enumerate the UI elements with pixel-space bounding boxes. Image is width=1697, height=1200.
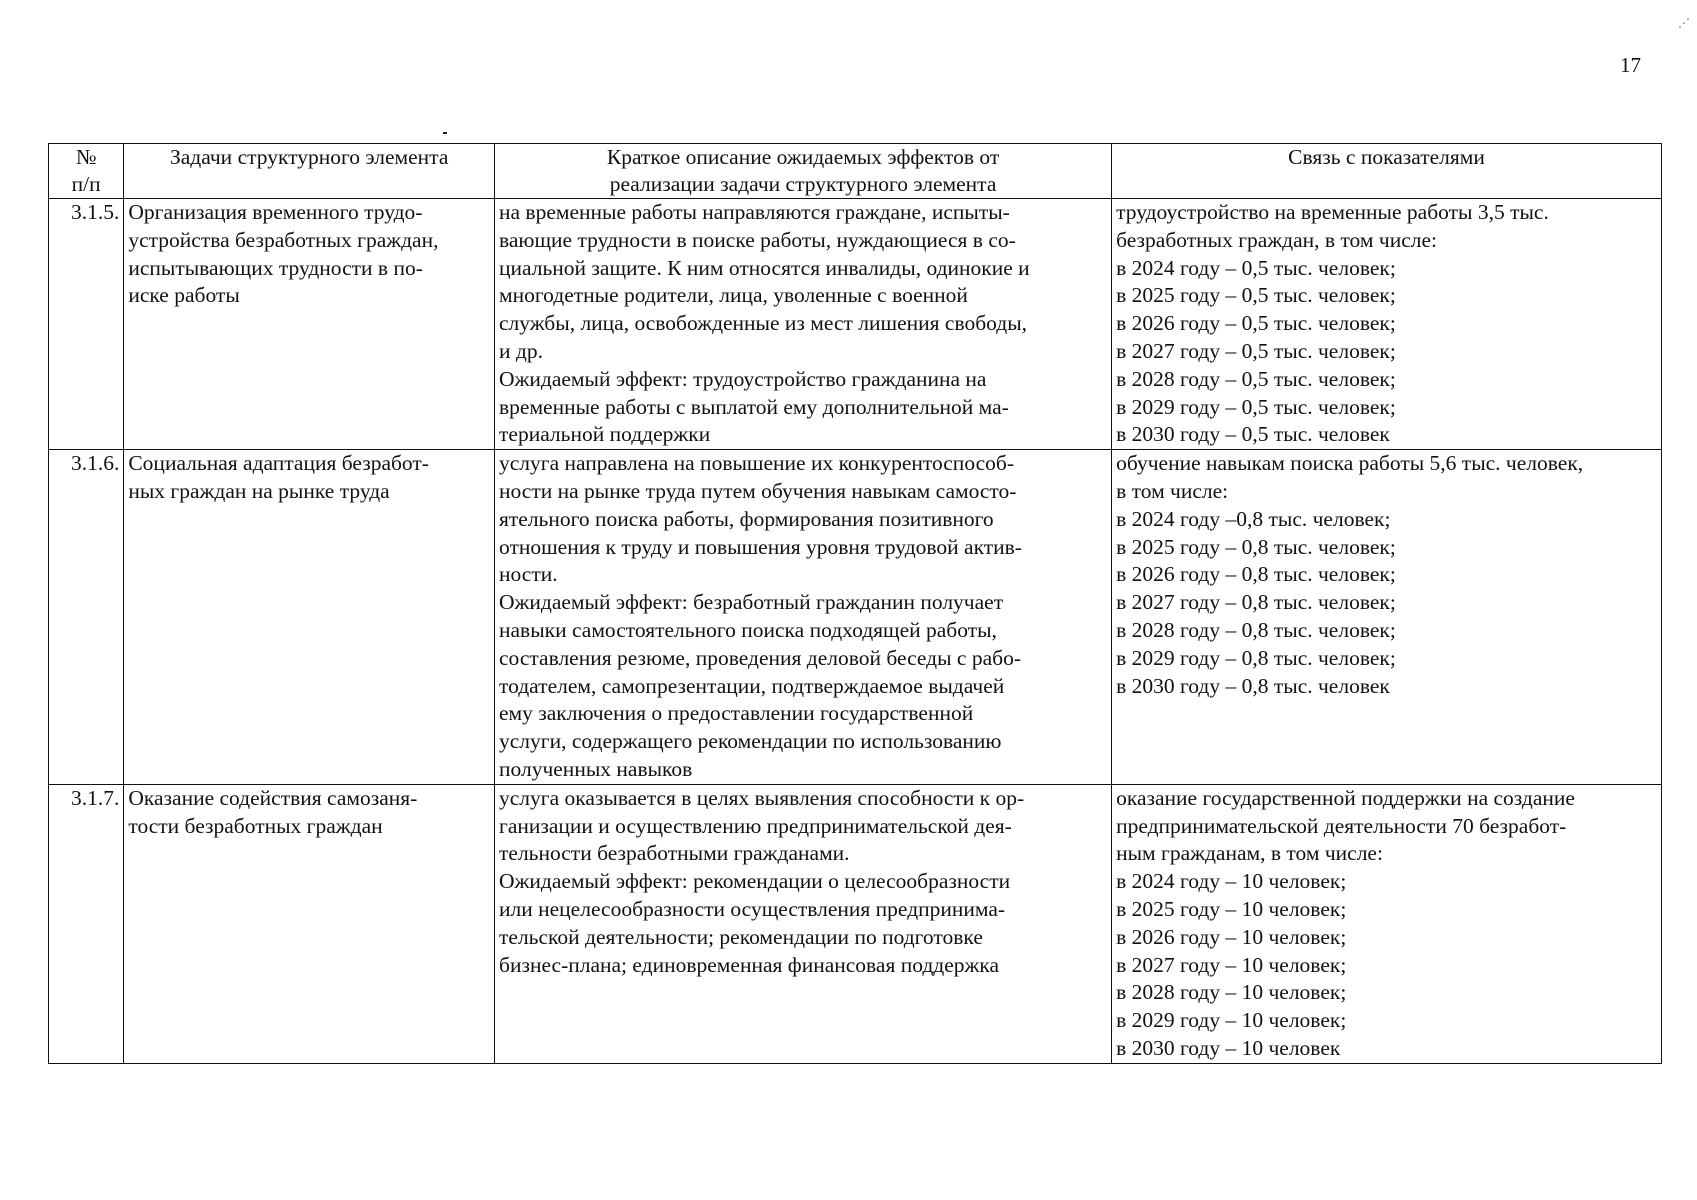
row-description-line: ганизации и осуществлению предпринимательской дея- [499, 813, 1012, 838]
row-description-line: Ожидаемый эффект: рекомендации о целесообразности [499, 869, 1011, 894]
row-indicators-line: в 2030 году – 10 человек [1116, 1035, 1341, 1060]
header-task-text: Задачи структурного элемента [169, 145, 449, 169]
row-number: 3.1.5. [49, 199, 124, 450]
row-indicators-line: в 2024 году – 0,5 тыс. человек; [1116, 255, 1396, 280]
row-indicators-line: в 2030 году – 0,5 тыс. человек [1116, 422, 1390, 447]
header-number-line: п/п [71, 172, 101, 196]
row-description-line: на временные работы направляются граждане, испыты- [499, 200, 1010, 224]
row-task-line: ных граждан на рынке труда [128, 478, 390, 503]
header-indicators-text: Связь с показателями [1288, 145, 1485, 169]
row-task-line: испытывающих трудности в по- [128, 255, 423, 280]
row-description-line: ему заключения о предоставлении государственной [499, 701, 974, 726]
row-indicators-line: в 2029 году – 0,8 тыс. человек; [1116, 645, 1396, 670]
row-task-line: Организация временного трудо- [128, 200, 423, 224]
row-indicators-line: в 2026 году – 10 человек; [1116, 924, 1347, 949]
header-number [49, 144, 124, 199]
row-description-line: Ожидаемый эффект: безработный гражданин получает [499, 590, 1004, 615]
row-indicators-line: в 2028 году – 0,5 тыс. человек; [1116, 366, 1396, 391]
row-task [124, 450, 495, 785]
row-indicators-line: в 2024 году – 10 человек; [1116, 869, 1347, 894]
row-description-line: услуги, содержащего рекомендации по использованию [499, 729, 1002, 754]
table-row [49, 450, 1662, 785]
row-indicators-line: в 2030 году – 0,8 тыс. человек [1116, 673, 1390, 698]
row-description-line: бизнес-плана; единовременная финансовая поддержка [499, 952, 1000, 977]
row-indicators-line: трудоустройство на временные работы 3,5 тыс. [1116, 200, 1549, 224]
row-indicators-line: в 2025 году – 0,8 тыс. человек; [1116, 534, 1396, 559]
row-description [495, 450, 1112, 785]
row-description-line: временные работы с выплатой ему дополнительной ма- [499, 394, 1009, 419]
row-description-line: и др. [499, 338, 543, 363]
row-description-line: тельской деятельности; рекомендации по подготовке [499, 924, 983, 949]
row-description-line: тельности безработными гражданами. [499, 841, 850, 866]
row-description-line: ятельного поиска работы, формирования позитивного [499, 506, 994, 531]
row-indicators-line: безработных граждан, в том числе: [1116, 227, 1437, 252]
row-indicators-line: обучение навыкам поиска работы 5,6 тыс. человек, [1116, 451, 1584, 476]
row-description-line: или нецелесообразности осуществления предпринима- [499, 896, 1006, 921]
table-row [49, 784, 1662, 1063]
row-description-line: циальной защите. К ним относятся инвалиды, одинокие и [499, 255, 1030, 280]
row-task-line: тости безработных граждан [128, 813, 383, 838]
row-indicators-line: в 2028 году – 0,8 тыс. человек; [1116, 617, 1396, 642]
row-description-line: вающие трудности в поиске работы, нуждающиеся в со- [499, 227, 1016, 252]
row-task [124, 784, 495, 1063]
row-description-line: ности. [499, 562, 558, 587]
row-description-line: навыки самостоятельного поиска подходящей работы, [499, 617, 997, 642]
row-indicators-line: в 2026 году – 0,5 тыс. человек; [1116, 311, 1396, 336]
table-header-row [49, 144, 1662, 199]
row-indicators-line: в 2025 году – 0,5 тыс. человек; [1116, 283, 1396, 308]
row-description [495, 199, 1112, 450]
header-indicators [1112, 144, 1662, 199]
header-number-line: № [75, 145, 97, 169]
row-description-line: услуга направлена на повышение их конкурентоспособ- [499, 451, 1014, 476]
row-description-line: териальной поддержки [499, 422, 711, 447]
row-indicators-line: в 2024 году –0,8 тыс. человек; [1116, 506, 1391, 531]
page-number: 17 [1620, 53, 1641, 77]
row-indicators-line: в 2025 году – 10 человек; [1116, 896, 1347, 921]
row-indicators-line: оказание государственной поддержки на создание [1116, 785, 1575, 810]
row-description-line: услуга оказывается в целях выявления способности к ор- [499, 785, 1025, 810]
row-description-line: тодателем, самопрезентации, подтверждаемое выдачей [499, 673, 1005, 698]
header-task [124, 144, 495, 199]
measures-table [48, 143, 1662, 1064]
row-description-line: многодетные родители, лица, уволенные с военной [499, 283, 968, 308]
row-indicators [1112, 199, 1662, 450]
table-row [49, 199, 1662, 450]
row-description-line: полученных навыков [499, 756, 693, 781]
row-indicators-line: в 2029 году – 0,5 тыс. человек; [1116, 394, 1396, 419]
row-task [124, 199, 495, 450]
scan-artifact-mark: ⋰ [1678, 16, 1690, 30]
row-description-line: отношения к труду и повышения уровня трудовой актив- [499, 534, 1022, 559]
row-indicators-line: в 2026 году – 0,8 тыс. человек; [1116, 562, 1396, 587]
row-number: 3.1.7. [49, 784, 124, 1063]
row-description-line: ности на рынке труда путем обучения навыкам самосто- [499, 478, 1017, 503]
row-number: 3.1.6. [49, 450, 124, 785]
row-description-line: составления резюме, проведения деловой беседы с рабо- [499, 645, 1021, 670]
header-description-line: реализации задачи структурного элемента [609, 172, 997, 196]
row-task-line: иске работы [128, 283, 240, 308]
row-indicators-line: ным гражданам, в том числе: [1116, 841, 1383, 866]
row-description-line: Ожидаемый эффект: трудоустройство гражданина на [499, 366, 987, 391]
row-indicators-line: в 2027 году – 10 человек; [1116, 952, 1347, 977]
row-description-line: службы, лица, освобожденные из мест лишения свободы, [499, 311, 1028, 336]
row-indicators-line: в том числе: [1116, 478, 1229, 503]
row-indicators-line: в 2029 году – 10 человек; [1116, 1008, 1347, 1033]
row-indicators [1112, 450, 1662, 785]
scan-dash-mark [443, 132, 447, 134]
row-description [495, 784, 1112, 1063]
row-task-line: Оказание содействия самозаня- [128, 785, 418, 810]
header-description [495, 144, 1112, 199]
row-task-line: Социальная адаптация безработ- [128, 451, 429, 476]
row-indicators [1112, 784, 1662, 1063]
row-indicators-line: предпринимательской деятельности 70 безработ- [1116, 813, 1567, 838]
row-indicators-line: в 2027 году – 0,5 тыс. человек; [1116, 338, 1396, 363]
row-indicators-line: в 2027 году – 0,8 тыс. человек; [1116, 590, 1396, 615]
header-description-line: Краткое описание ожидаемых эффектов от [606, 145, 1000, 169]
row-task-line: устройства безработных граждан, [128, 227, 439, 252]
table-body [49, 199, 1662, 1064]
row-indicators-line: в 2028 году – 10 человек; [1116, 980, 1347, 1005]
